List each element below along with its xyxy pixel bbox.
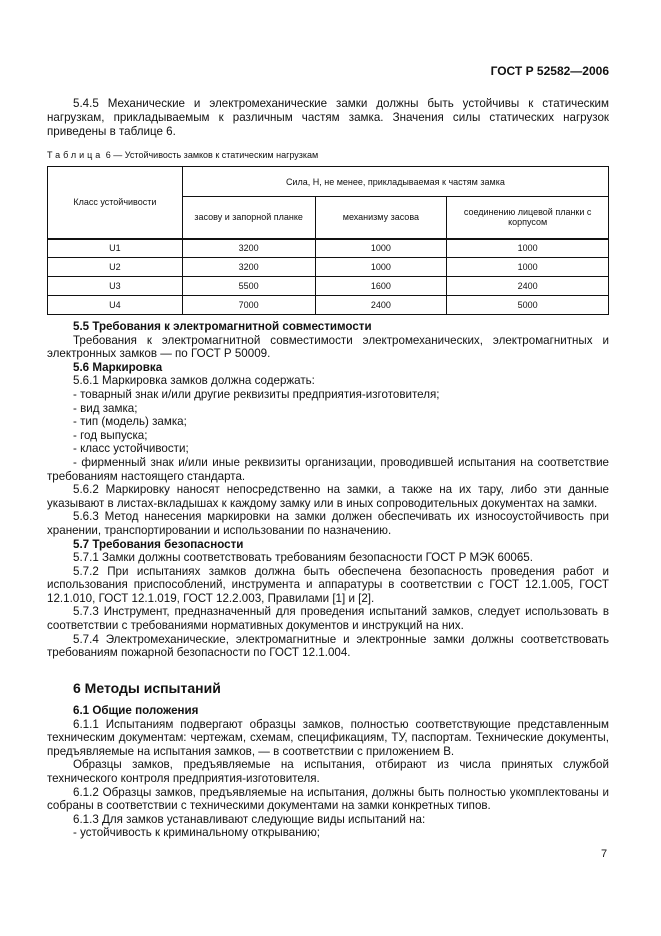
list-item: - год выпуска;	[73, 428, 148, 442]
cell: 5500	[182, 277, 315, 296]
paragraph: 5.6.2 Маркировку наносят непосредственно на замки, а также на их тару, либо эти данные указывают в листах-вкладышах к каждому замку или в иных сопроводительных документах на замки.	[47, 483, 609, 510]
section-5-4-5	[47, 97, 609, 139]
list-item: - фирменный знак и/или иные реквизиты организации, проводившей испытания на соответствие требованиям настоящего стандарта.	[47, 455, 609, 483]
cell: 2400	[447, 277, 609, 296]
list-item: - тип (модель) замка;	[73, 415, 187, 429]
cell: U4	[48, 296, 183, 315]
cell: U2	[48, 258, 183, 277]
paragraph: 5.4.5 Механические и электромеханические замки должны быть устойчивы к статическим нагрузкам, прикладываемым к различным частям замка. Значения силы статических нагрузок приведены в таблице 6.	[47, 97, 609, 138]
table-row	[48, 239, 609, 258]
paragraph: 6.1.2 Образцы замков, предъявляемые на испытания, должны быть полностью укомплектованы и собраны в соответствии с техническими документами на замки конкретных типов.	[47, 785, 609, 813]
table-row	[48, 258, 609, 277]
paragraph: 5.7.1 Замки должны соответствовать требованиям безопасности ГОСТ Р МЭК 60065.	[73, 551, 533, 565]
paragraph: 6.1.3 Для замков устанавливают следующие виды испытаний на:	[73, 812, 426, 826]
cell: 7000	[182, 296, 315, 315]
cell: 1000	[315, 258, 447, 277]
header-sub: засову и запорной планке	[182, 197, 315, 239]
header-sub: механизму засова	[315, 197, 447, 239]
header-sub: соединению лицевой планки с корпусом	[447, 197, 609, 239]
cell: 5000	[447, 296, 609, 315]
chapter-heading: 6 Методы испытаний	[73, 680, 221, 696]
caption-word: Таблица	[47, 150, 104, 160]
section-heading: 5.7 Требования безопасности	[73, 537, 244, 551]
cell: U3	[48, 277, 183, 296]
cell: 1000	[315, 239, 447, 258]
cell: 1000	[447, 239, 609, 258]
section-6	[47, 680, 609, 840]
header-class: Класс устойчивости	[48, 167, 183, 239]
table-caption	[47, 150, 318, 160]
section-heading: 5.6 Маркировка	[73, 360, 163, 374]
section-heading: 6.1 Общие положения	[73, 704, 199, 717]
caption-text: 6 — Устойчивость замков к статическим нагрузкам	[103, 150, 319, 160]
paragraph: Требования к электромагнитной совместимости электромеханических, электромагнитных и электронных замков — по ГОСТ Р 50009.	[47, 333, 609, 361]
load-table	[47, 166, 609, 315]
paragraph: 5.7.4 Электромеханические, электромагнитные и электронные замки должны соответствовать требованиям пожарной безопасности по ГОСТ 12.1.004.	[47, 632, 609, 660]
cell: 1600	[315, 277, 447, 296]
cell: 3200	[182, 258, 315, 277]
list-item: - устойчивость к криминальному открыванию;	[73, 826, 321, 840]
list-item: - класс устойчивости;	[73, 442, 189, 456]
list-item: - вид замка;	[73, 401, 138, 415]
cell: 2400	[315, 296, 447, 315]
cell: 1000	[447, 258, 609, 277]
paragraph: 5.7.2 При испытаниях замков должна быть обеспечена безопасность проведения работ и использования приспособлений, инструмента и аппаратуры в соответствии с ГОСТ 12.1.005, ГОСТ 12.1.010, ГОСТ 12.1.019, ГОСТ 12.2.003, Правилами [1] и [2].	[47, 564, 609, 605]
list-item: - товарный знак и/или другие реквизиты предприятия-изготовителя;	[73, 387, 440, 401]
sections-5-5-to-5-7	[47, 320, 609, 660]
paragraph: 6.1.1 Испытаниям подвергают образцы замков, полностью соответствующие представленным техническим документам: чертежам, схемам, спецификациям, ТУ, паспортам. Технические документы, предъявляемые на испытания замков, — в соответствии с приложением В.	[47, 717, 609, 758]
section-heading: 5.5 Требования к электромагнитной совместимости	[73, 320, 372, 333]
page-number: 7	[601, 848, 608, 860]
paragraph: 5.6.1 Маркировка замков должна содержать:	[73, 374, 315, 388]
paragraph: 5.6.3 Метод нанесения маркировки на замки должен обеспечивать их износоустойчивость при хранении, транспортировании и использовании по назначению.	[47, 510, 609, 537]
paragraph: Образцы замков, предъявляемые на испытания, отбирают из числа принятых службой технического контроля предприятия-изготовителя.	[47, 758, 609, 785]
cell: 3200	[182, 239, 315, 258]
table-row	[48, 277, 609, 296]
cell: U1	[48, 239, 183, 258]
header-force: Сила, Н, не менее, прикладываемая к частям замка	[182, 167, 608, 197]
document-code: ГОСТ Р 52582—2006	[490, 64, 609, 78]
table-row	[48, 296, 609, 315]
paragraph: 5.7.3 Инструмент, предназначенный для проведения испытаний замков, следует использовать в соответствии с требованиями нормативных документов и инструкций на них.	[47, 605, 609, 633]
